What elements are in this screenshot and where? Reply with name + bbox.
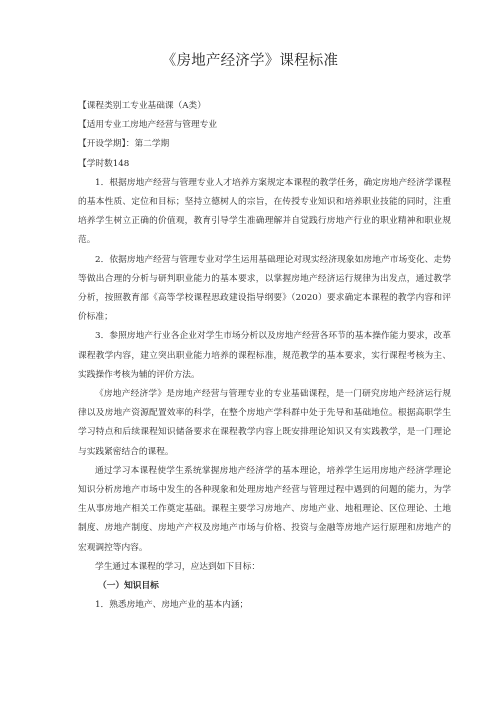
paragraph-2: 2．依据房地产经营与管理专业对学生运用基础理论对现实经济现象如房地产市场变化、走势等做出合理的分析与研判职业能力的基本要求，以掌握房地产经济运行规律为出发点，通过教学分析，按照教育部《高等学校课程思政建设指导纲要》（2020）要求确定本课程的教学内容和评价标准；	[78, 254, 451, 323]
meta-class-hours: 【学时数148	[78, 158, 130, 169]
list-item-1: 1．熟悉房地产、房地产业的基本内涵；	[95, 600, 249, 611]
section-heading-knowledge-goals: （一）知识目标	[98, 581, 159, 592]
document-title: 《房地产经济学》课程标准	[161, 53, 339, 69]
meta-semester: 【开设学期】：第二学期	[78, 139, 170, 150]
meta-applicable-major: 【适用专业工房地产经营与管理专业	[78, 120, 217, 131]
meta-course-category: 【课程类别工专业基础课（A类）	[78, 101, 206, 111]
paragraph-1: 1．根据房地产经营与管理专业人才培养方案规定本课程的教学任务，确定房地产经济学课程的基本性质、定位和目标；坚持立德树人的宗旨，在传授专业知识和培养职业技能的同时，注重培养学生树立正确的价值观，教育引导学生准确理解并自觉践行房地产行业的职业精神和职业规范。	[78, 177, 451, 246]
paragraph-3: 3．参照房地产行业各企业对学生市场分析以及房地产经营各环节的基本操作能力要求，改革课程教学内容，建立突出职业能力培养的课程标准，规范教学的基本要求，实行课程考核为主、实践操作考核为辅的评价方法。	[78, 331, 451, 380]
paragraph-goals-intro: 学生通过本课程的学习，应达到如下目标：	[95, 561, 261, 572]
document-body	[78, 97, 451, 615]
paragraph-course-content: 通过学习本课程使学生系统掌握房地产经济学的基本理论，培养学生运用房地产经济学理论知识分析房地产市场中发生的各种现象和处理房地产经营与管理过程中遇到的问题的能力，为学生从事房地产相关工作奠定基础。课程主要学习房地产、房地产业、地租理论、区位理论、土地制度、房地产制度、房地产产权及房地产市场与价格、投资与金融等房地产运行原理和房地产的宏观调控等内容。	[78, 465, 451, 553]
paragraph-course-nature: 《房地产经济学》是房地产经营与管理专业的专业基础课程，是一门研究房地产经济运行规律以及房地产资源配置效率的科学，在整个房地产学科群中处于先导和基础地位。根据高职学生学习特点和后续课程知识储备要求在课程教学内容上既安排理论知识又有实践教学，是一门理论与实践紧密结合的课程。	[78, 389, 451, 457]
